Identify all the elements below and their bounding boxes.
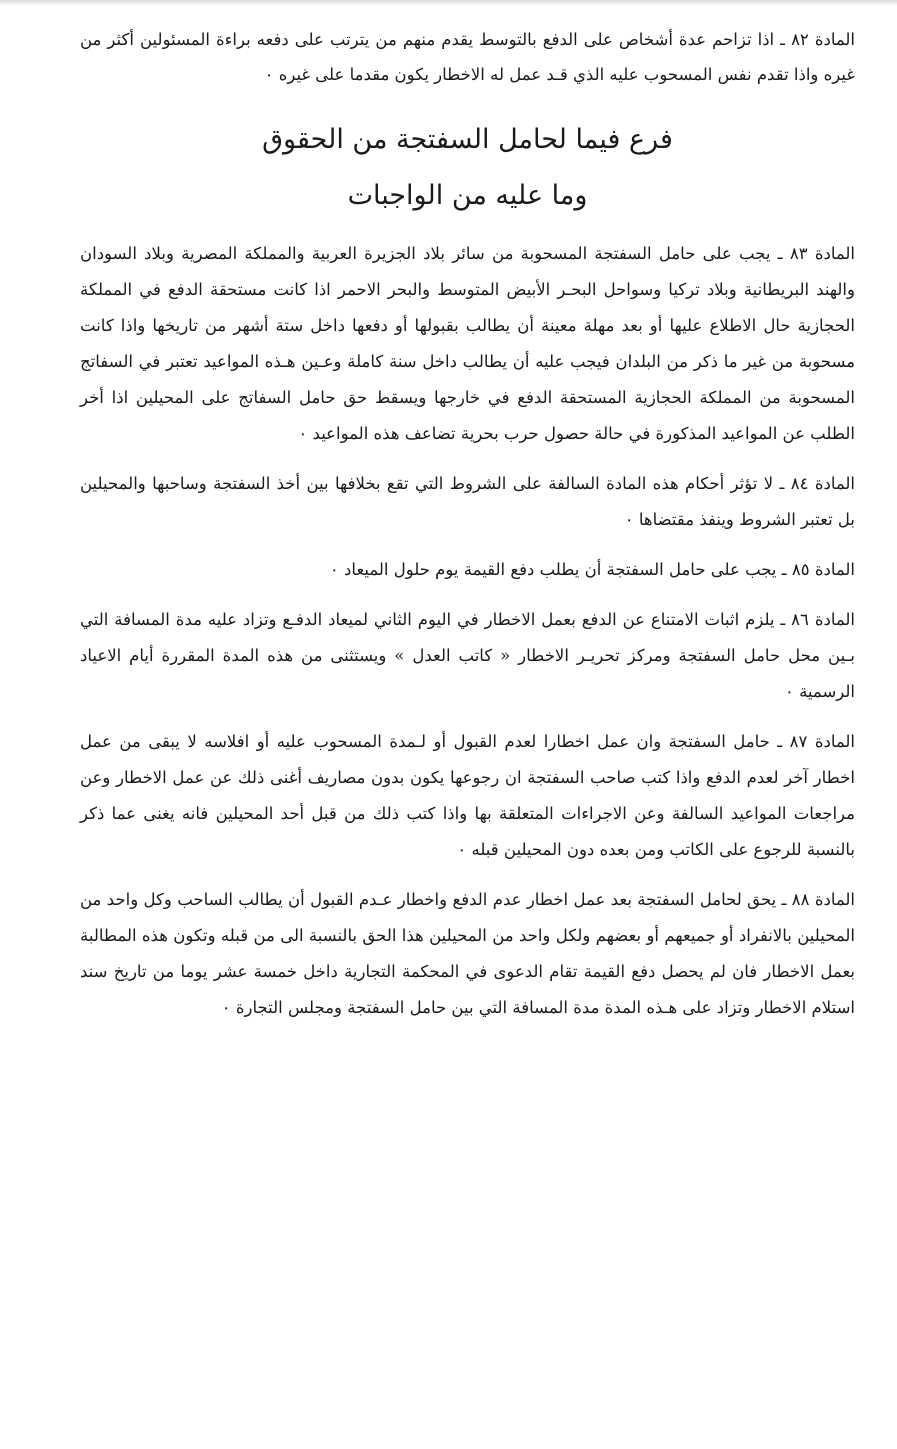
section-heading-line-1: فرع فيما لحامل السفتجة من الحقوق (262, 124, 673, 155)
section-heading-line-2: وما عليه من الواجبات (347, 180, 588, 211)
article-87-paragraph: المادة ٨٧ ـ حامل السفتجة وان عمل اخطارا لعدم القبول أو لـمدة المسحوب عليه أو افلاسه لا يبقى من عمل اخطار آخر لعدم الدفع واذا كتب صاحب السفتجة ان رجوعها يكون بدون مصاريف أغنى ذلك عن عمل الاخطار وعن مراجعات المواعيد السالفة وعن الاجراءات المتعلقة بها واذا كتب ذلك من قبل أحد المحيلين فانه يغنى عما ذكر بالنسبة للرجوع على الكاتب ومن بعده دون المحيلين قبله ٠ (80, 732, 855, 859)
article-88-paragraph: المادة ٨٨ ـ يحق لحامل السفتجة بعد عمل اخطار عدم الدفع واخطار عـدم القبول أن يطالب الساحب وكل واحد من المحيلين بالانفراد أو جميعهم أو بعضهم ولكل واحد من المحيلين هذا الحق بالنسبة الى من قبله وتكون هذه المطالبة بعمل الاخطار فان لم يحصل دفع القيمة تقام الدعوى في المحكمة التجارية داخل خمسة عشر يوما من تاريخ سند استلام الاخطار وتزاد على هـذه المدة مدة المسافة التي بين حامل السفتجة ومجلس التجارة ٠ (80, 890, 855, 1017)
article-86-paragraph: المادة ٨٦ ـ يلزم اثبات الامتناع عن الدفع بعمل الاخطار في اليوم الثاني لميعاد الدفـع وتزاد عليه مدة المسافة التي بـين محل حامل السفتجة ومركز تحريـر الاخطار « كاتب العدل » ويستثنى من هذه المدة المقررة أيام الاعياد الرسمية ٠ (80, 610, 855, 701)
article-83-paragraph: المادة ٨٣ ـ يجب على حامل السفتجة المسحوبة من سائر بلاد الجزيرة العربية والمملكة المصرية وبلاد السودان والهند البريطانية وبلاد تركيا وسواحل البحـر الأبيض المتوسط والبحر الاحمر اذا كانت مستحقة الدفع في المملكة الحجازية حال الاطلاع عليها أو بعد مهلة معينة أن يطالب بقبولها أو دفعها داخل ستة أشهر من تاريخها واذا كانت مسحوبة من غير ما ذكر من البلدان فيجب عليه أن يطالب داخل سنة كاملة وعـين هـذه المواعيد تعتبر في السفاتج المسحوبة من المملكة الحجازية المستحقة الدفع في خارجها ويسقط حق حامل السفاتج على المحيلين اذا أخر الطلب عن المواعيد المذكورة في حالة حصول حرب بحرية تضاعف هذه المواعيد ٠ (80, 244, 856, 443)
section-heading (80, 112, 855, 224)
article-84-paragraph: المادة ٨٤ ـ لا تؤثر أحكام هذه المادة السالفة على الشروط التي تقع بخلافها بين أخذ السفتجة وساحبها والمحيلين بل تعتبر الشروط وينفذ مقتضاها ٠ (80, 474, 855, 529)
page-top-edge (0, 0, 897, 6)
article-85-paragraph: المادة ٨٥ ـ يجب على حامل السفتجة أن يطلب دفع القيمة يوم حلول الميعاد ٠ (329, 560, 855, 579)
document-page (80, 22, 855, 1026)
article-82-paragraph: المادة ٨٢ ـ اذا تزاحم عدة أشخاص على الدفع بالتوسط يقدم منهم من يترتب على دفعه براءة المسئولين أكثر من غيره واذا تقدم نفس المسحوب عليه الذي قـد عمل له الاخطار يكون مقدما على غيره ٠ (80, 30, 856, 84)
